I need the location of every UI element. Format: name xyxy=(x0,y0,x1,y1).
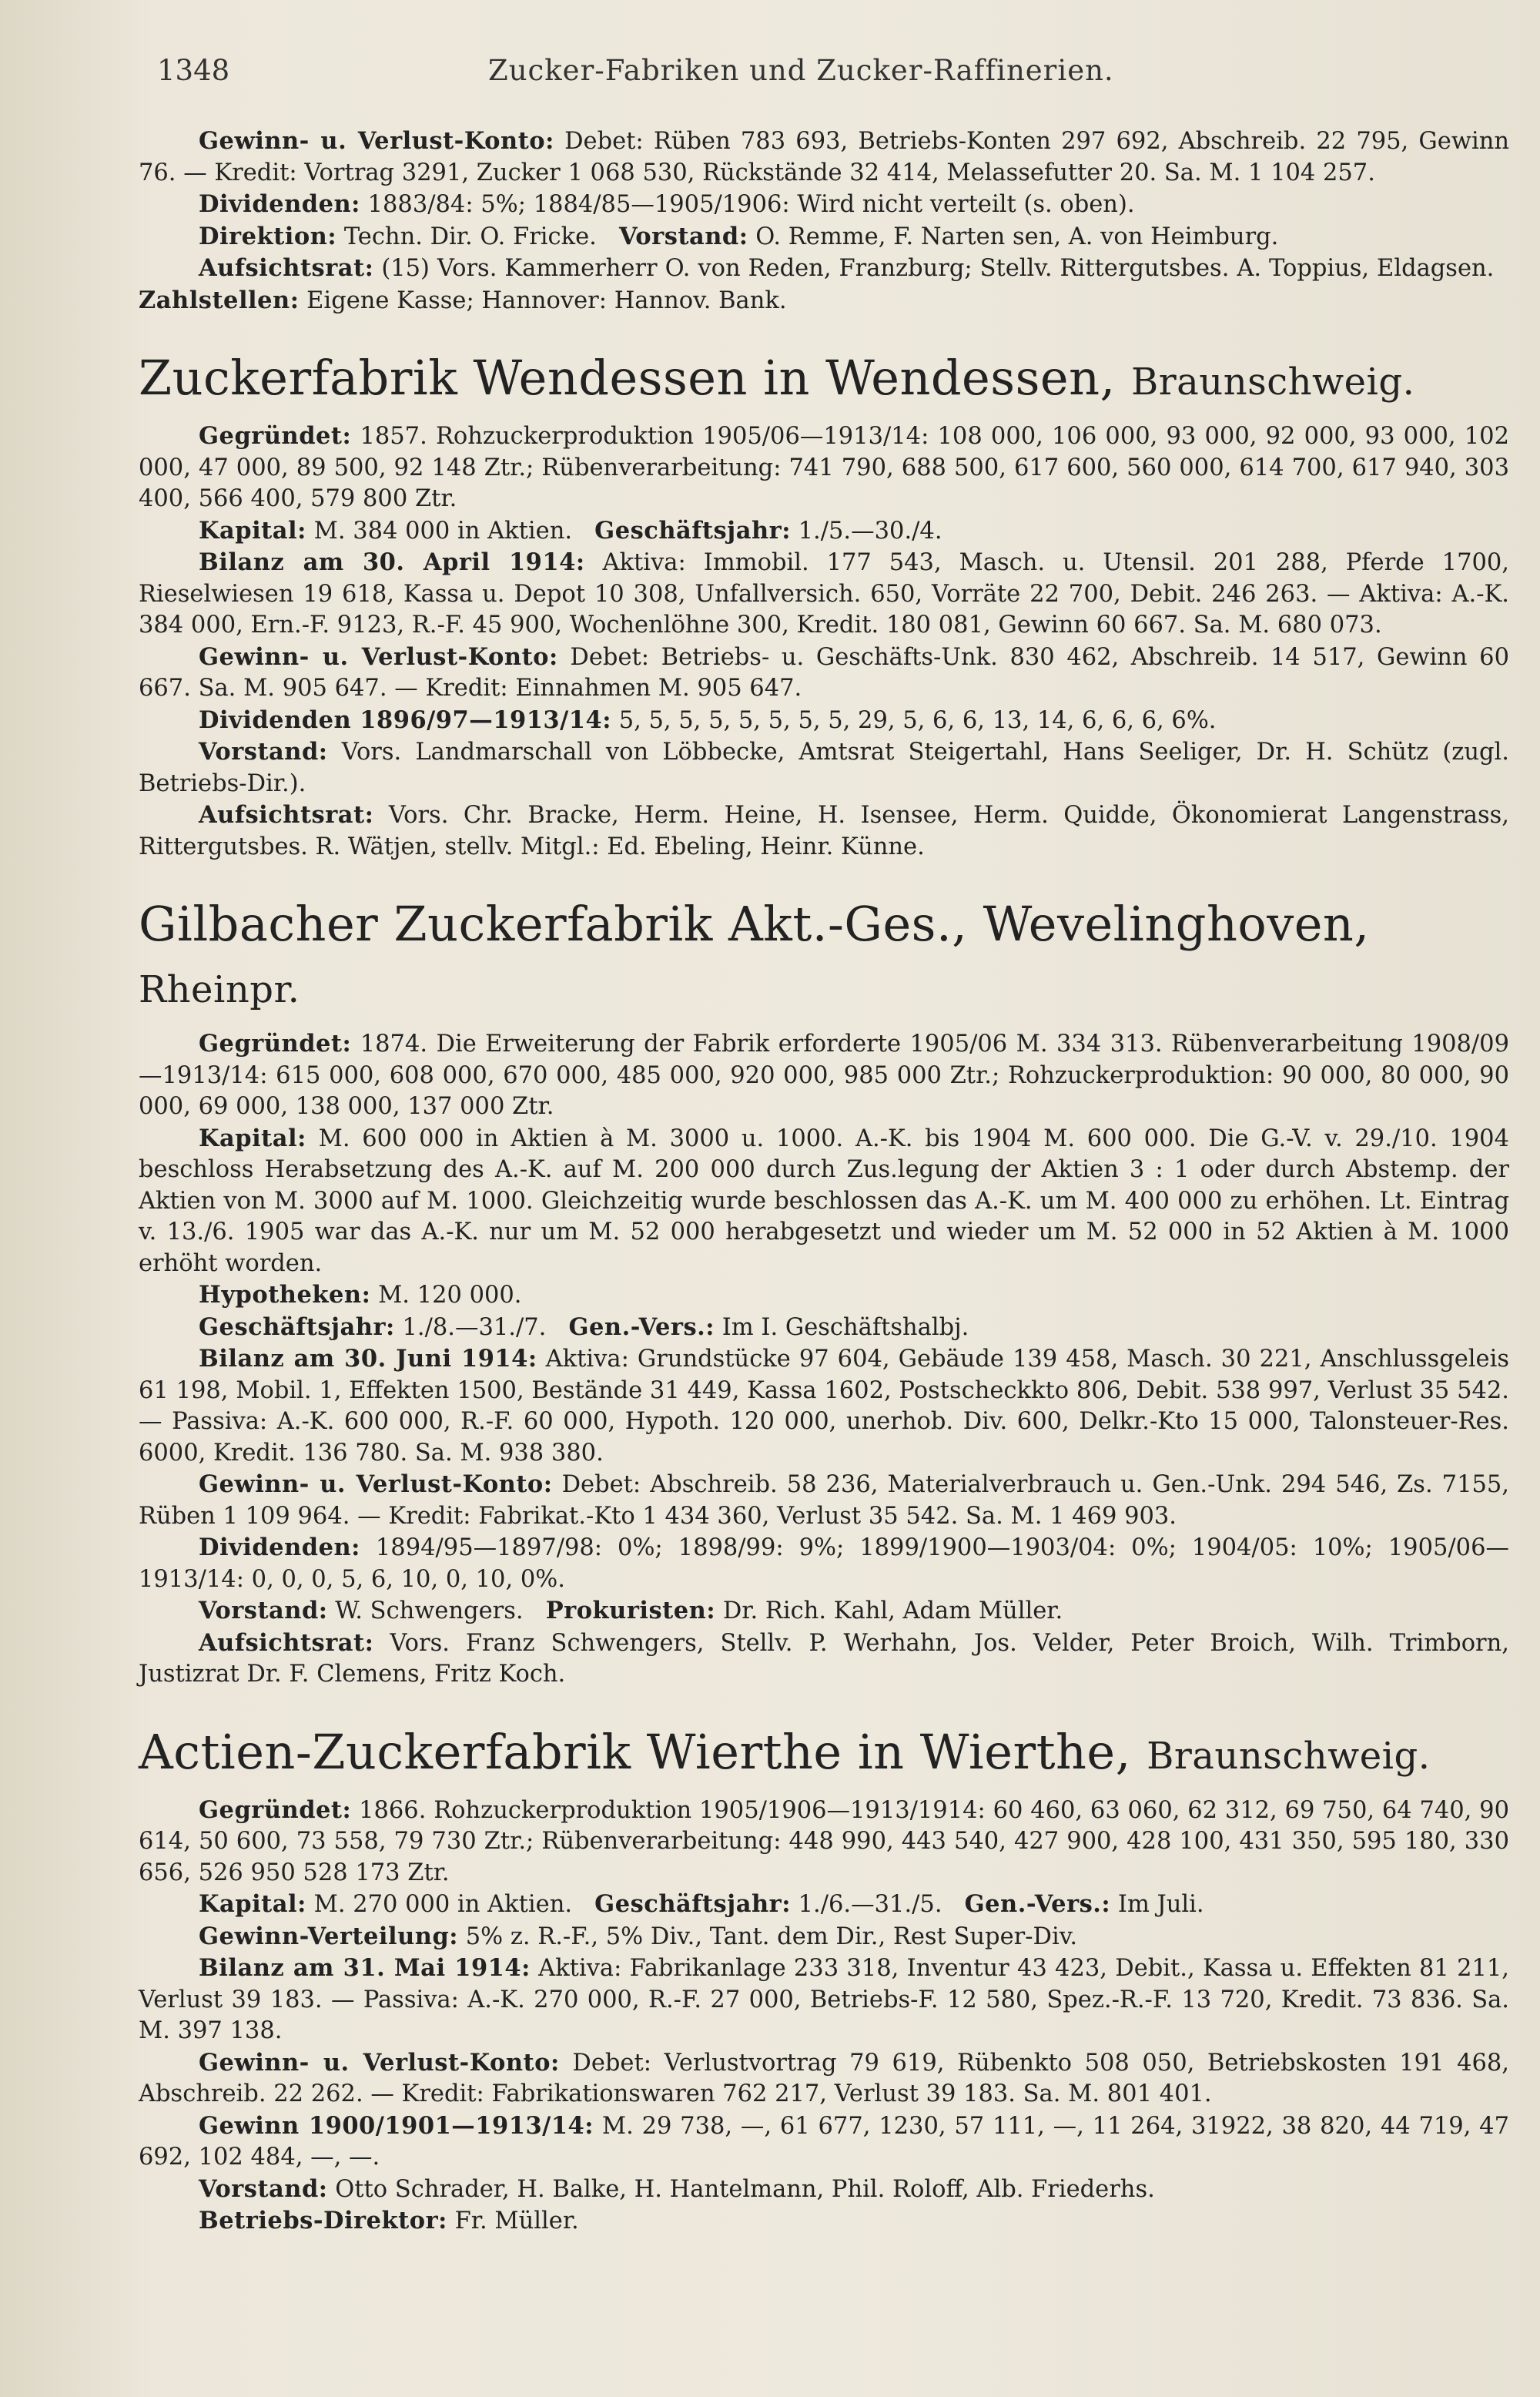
entry-paragraph xyxy=(139,1595,1509,1628)
entry-text: 1857. Rohzuckerproduktion 1905/06—1913/14: 108 000, 106 000, 93 000, 92 000, 93 000, 102 000, 47 000, 89 500, 92 148 Ztr.; Rübenverarbeitung: 741 790, 688 500, 617 600, 560 000, 614 700, 617 940, 303 400, 566 400, 579 800 Ztr. xyxy=(139,423,1509,512)
entry-paragraph xyxy=(139,1469,1509,1532)
entry-text: M. 120 000. xyxy=(378,1282,522,1309)
entry-paragraph xyxy=(139,421,1509,515)
entry-label: Vorstand: xyxy=(199,738,328,766)
entry-text: 1./6.—31./5. xyxy=(798,1891,942,1918)
entry-text: Im Juli. xyxy=(1117,1891,1204,1918)
entry-label: Bilanz am 30. April 1914: xyxy=(199,548,585,576)
entry-text: Otto Schrader, H. Balke, H. Hantelmann, Phil. Roloff, Alb. Friederhs. xyxy=(335,2175,1155,2203)
entry-text: Debet: Abschreib. 58 236, Materialverbrauch u. Gen.-Unk. 294 546, Zs. 7155, Rüben 1 109 964. — Kredit: Fabrikat.-Kto 1 434 360, Verlust 35 542. Sa. M. 1 469 903. xyxy=(139,1471,1509,1530)
entry-paragraph xyxy=(139,253,1509,317)
entry-text: Debet: Betriebs- u. Geschäfts-Unk. 830 462, Abschreib. 14 517, Gewinn 60 667. Sa. M. 905 647. — Kredit: Einnahmen M. 905 647. xyxy=(139,643,1509,702)
entry-paragraph xyxy=(139,1312,1509,1344)
entry-paragraph xyxy=(139,1953,1509,2047)
entry-text: Eigene Kasse; Hannover: Hannov. Bank. xyxy=(306,287,787,314)
entry-label: Gewinn 1900/1901—1913/14: xyxy=(199,2111,594,2140)
entry-text: 1883/84: 5%; 1884/85—1905/1906: Wird nicht verteilt (s. oben). xyxy=(367,191,1135,218)
entry-paragraph xyxy=(139,2174,1509,2206)
entry-label: Gegründet: xyxy=(199,1030,352,1058)
entry-text: Fr. Müller. xyxy=(454,2208,579,2234)
entry-paragraph xyxy=(139,1343,1509,1469)
entry-text: W. Schwengers. xyxy=(335,1597,524,1624)
entry-label: Gegründet: xyxy=(199,1795,352,1824)
entry-label: Gegründet: xyxy=(199,422,352,450)
entry-text: 1874. Die Erweiterung der Fabrik erforderte 1905/06 M. 334 313. Rübenverarbeitung 1908/09—1913/14: 615 000, 608 000, 670 000, 485 000, 920 000, 985 000 Ztr.; Rohzuckerproduktion: 90 000, 80 000, 90 000, 69 000, 138 000, 137 000 Ztr. xyxy=(139,1031,1509,1120)
entry-text: (15) Vors. Kammerherr O. von Reden, Franzburg; Stellv. Rittergutsbes. A. Toppius, Eldagsen. xyxy=(381,255,1495,282)
entry-text: M. 384 000 in Aktien. xyxy=(313,517,573,545)
section-gilbacher xyxy=(139,893,1509,1691)
entry-paragraph xyxy=(139,189,1509,221)
entry-paragraph xyxy=(139,1532,1509,1595)
entry-paragraph xyxy=(139,736,1509,800)
entry-text: Techn. Dir. O. Fricke. xyxy=(343,223,597,250)
entry-label: Gewinn- u. Verlust-Konto: xyxy=(199,1470,553,1498)
page-number: 1348 xyxy=(157,54,230,87)
entry-label: Bilanz am 31. Mai 1914: xyxy=(199,1954,531,1982)
entry-text: 1./8.—31./7. xyxy=(402,1313,547,1341)
company-place: Braunschweig. xyxy=(1147,1734,1431,1778)
entry-paragraph xyxy=(139,126,1509,189)
entry-paragraph xyxy=(139,1123,1509,1280)
entry-paragraph xyxy=(139,1889,1509,1921)
entry-label: Kapital: xyxy=(199,516,306,545)
entry-label: Geschäftsjahr: xyxy=(594,516,791,545)
entry-label: Gewinn-Verteilung: xyxy=(199,1922,459,1950)
entry-text: 1./5.—30./4. xyxy=(798,517,942,545)
company-place: Braunschweig. xyxy=(1130,360,1415,404)
entry-label: Dividenden: xyxy=(199,1534,360,1561)
entry-label: Prokuristen: xyxy=(545,1597,716,1624)
entry-label: Geschäftsjahr: xyxy=(594,1890,791,1918)
entry-text: Debet: Verlustvortrag 79 619, Rübenkto 508 050, Betriebskosten 191 468, Abschreib. 22 262. — Kredit: Fabrikationswaren 762 217, Verlust 39 183. Sa. M. 801 401. xyxy=(139,2049,1510,2107)
entry-text: M. 600 000 in Aktien à M. 3000 u. 1000. A.-K. bis 1904 M. 600 000. Die G.-V. v. 29./10. 1904 beschloss Herabsetzung des A.-K. auf M. 200 000 durch Zus.legung der Aktien 3 : 1 oder durch Abstemp. der Aktien von M. 3000 auf M. 1000. Gleichzeitig wurde beschlossen das A.-K. um M. 400 000 zu erhöhen. Lt. Eintrag v. 13./6. 1905 war das A.-K. nur um M. 52 000 herabgesetzt und wieder um M. 52 000 in 52 Aktien à M. 1000 erhöht worden. xyxy=(139,1125,1509,1277)
entry-label: Gewinn- u. Verlust-Konto: xyxy=(199,127,554,155)
entry-paragraph xyxy=(139,547,1509,642)
company-title xyxy=(139,347,1509,413)
entry-paragraph xyxy=(139,2205,1509,2238)
entry-paragraph xyxy=(139,1795,1509,1889)
entry-paragraph xyxy=(139,1921,1509,1953)
entry-text: Vors. Franz Schwengers, Stellv. P. Werhahn, Jos. Velder, Peter Broich, Wilh. Trimborn, Justizrat Dr. F. Clemens, Fritz Koch. xyxy=(139,1629,1509,1688)
entry-label: Aufsichtsrat: xyxy=(199,254,374,282)
entry-label: Dividenden 1896/97—1913/14: xyxy=(199,706,611,734)
entry-paragraph xyxy=(139,642,1509,705)
section-wierthe xyxy=(139,1721,1509,2238)
entry-text: Vors. Chr. Bracke, Herm. Heine, H. Isensee, Herm. Quidde, Ökonomierat Langenstrass, Rittergutsbes. R. Wätjen, stellv. Mitgl.: Ed. Ebeling, Heinr. Künne. xyxy=(139,802,1509,860)
entry-text: 1866. Rohzuckerproduktion 1905/1906—1913/1914: 60 460, 63 060, 62 312, 69 750, 64 740, 90 614, 50 600, 73 558, 79 730 Ztr.; Rübenverarbeitung: 448 990, 443 540, 427 900, 428 100, 431 350, 595 180, 330 656, 526 950 528 173 Ztr. xyxy=(139,1796,1509,1886)
running-title: Zucker-Fabriken und Zucker-Raffinerien. xyxy=(488,54,1114,87)
entry-label: Hypotheken: xyxy=(199,1281,371,1309)
entry-label: Gen.-Vers.: xyxy=(964,1890,1111,1918)
entry-paragraph xyxy=(139,221,1509,253)
company-place: Rheinpr. xyxy=(139,968,300,1011)
entry-label: Kapital: xyxy=(199,1890,306,1918)
entry-label: Aufsichtsrat: xyxy=(199,801,374,829)
entry-text: Im I. Geschäftshalbj. xyxy=(721,1313,969,1341)
entry-text: M. 29 738, —, 61 677, 1230, 57 111, —, 11 264, 31922, 38 820, 44 719, 47 692, 102 484, —, —. xyxy=(139,2112,1509,2171)
entry-text: Dr. Rich. Kahl, Adam Müller. xyxy=(722,1597,1063,1624)
entry-label: Zahlstellen: xyxy=(139,286,300,314)
running-head xyxy=(139,54,1509,87)
section-previous-company xyxy=(139,126,1509,317)
entry-paragraph xyxy=(139,800,1509,863)
entry-text: Aktiva: Immobil. 177 543, Masch. u. Utensil. 201 288, Pferde 1700, Rieselwiesen 19 618, Kassa u. Depot 10 308, Unfallversich. 650, Vorräte 22 700, Debit. 246 263. — Aktiva: A.-K. 384 000, Ern.-F. 9123, R.-F. 45 900, Wochenlöhne 300, Kredit. 180 081, Gewinn 60 667. Sa. M. 680 073. xyxy=(139,549,1509,639)
entry-text: 5, 5, 5, 5, 5, 5, 5, 5, 29, 5, 6, 6, 13, 14, 6, 6, 6, 6%. xyxy=(618,706,1217,734)
entry-paragraph xyxy=(139,515,1509,548)
entry-text: Debet: Rüben 783 693, Betriebs-Konten 297 692, Abschreib. 22 795, Gewinn 76. — Kredit: Vortrag 3291, Zucker 1 068 530, Rückstände 32 414, Melassefutter 20. Sa. M. 1 104 257. xyxy=(139,128,1509,186)
entry-label: Vorstand: xyxy=(199,1597,328,1624)
company-name: Zuckerfabrik Wendessen in Wendessen, xyxy=(139,350,1116,406)
entry-paragraph xyxy=(139,1028,1509,1123)
entry-label: Geschäftsjahr: xyxy=(199,1312,395,1341)
company-title xyxy=(139,893,1509,1021)
entry-label: Gewinn- u. Verlust-Konto: xyxy=(199,2048,560,2077)
entry-label: Bilanz am 30. Juni 1914: xyxy=(199,1345,537,1373)
entry-label: Aufsichtsrat: xyxy=(199,1628,374,1657)
entry-text: Vors. Landmarschall von Löbbecke, Amtsrat Steigertahl, Hans Seeliger, Dr. H. Schütz (zugl. Betriebs-Dir.). xyxy=(139,739,1509,797)
entry-label: Direktion: xyxy=(199,222,337,250)
company-title xyxy=(139,1721,1509,1787)
entry-text: Aktiva: Grundstücke 97 604, Gebäude 139 458, Masch. 30 221, Anschlussgeleis 61 198, Mobil. 1, Effekten 1500, Bestände 31 449, Kassa 1602, Postscheckkto 806, Debit. 538 997, Verlust 35 542. — Passiva: A.-K. 600 000, R.-F. 60 000, Hypoth. 120 000, unerhob. Div. 600, Delkr.-Kto 15 000, Talonsteuer-Res. 6000, Kredit. 136 780. Sa. M. 938 380. xyxy=(139,1346,1509,1467)
entry-label: Vorstand: xyxy=(618,222,748,250)
entry-paragraph xyxy=(139,2110,1509,2174)
entry-text: 5% z. R.-F., 5% Div., Tant. dem Dir., Rest Super-Div. xyxy=(465,1923,1078,1950)
entry-paragraph xyxy=(139,705,1509,737)
section-wendessen xyxy=(139,347,1509,863)
company-name: Gilbacher Zuckerfabrik Akt.-Ges., Wevelinghoven, xyxy=(139,896,1370,952)
entry-label: Gewinn- u. Verlust-Konto: xyxy=(199,642,558,671)
entry-label: Gen.-Vers.: xyxy=(568,1312,715,1341)
entry-label: Dividenden: xyxy=(199,190,360,218)
entry-text: Aktiva: Fabrikanlage 233 318, Inventur 43 423, Debit., Kassa u. Effekten 81 211, Verlust 39 183. — Passiva: A.-K. 270 000, R.-F. 27 000, Betriebs-F. 12 580, Spez.-R.-F. 13 720, Kredit. 73 836. Sa. M. 397 138. xyxy=(139,1955,1509,2044)
entry-text: 1894/95—1897/98: 0%; 1898/99: 9%; 1899/1900—1903/04: 0%; 1904/05: 10%; 1905/06—1913/14: 0, 0, 0, 5, 6, 10, 0, 10, 0%. xyxy=(139,1534,1509,1593)
entry-text: O. Remme, F. Narten sen, A. von Heimburg. xyxy=(755,223,1279,250)
entry-text: M. 270 000 in Aktien. xyxy=(313,1891,573,1918)
entry-paragraph xyxy=(139,1279,1509,1312)
company-name: Actien-Zuckerfabrik Wierthe in Wierthe, xyxy=(139,1723,1131,1780)
entry-paragraph xyxy=(139,1628,1509,1691)
entry-label: Kapital: xyxy=(199,1124,306,1152)
entry-label: Vorstand: xyxy=(199,2174,328,2203)
entry-label: Betriebs-Direktor: xyxy=(199,2207,447,2234)
entry-paragraph xyxy=(139,2047,1509,2110)
